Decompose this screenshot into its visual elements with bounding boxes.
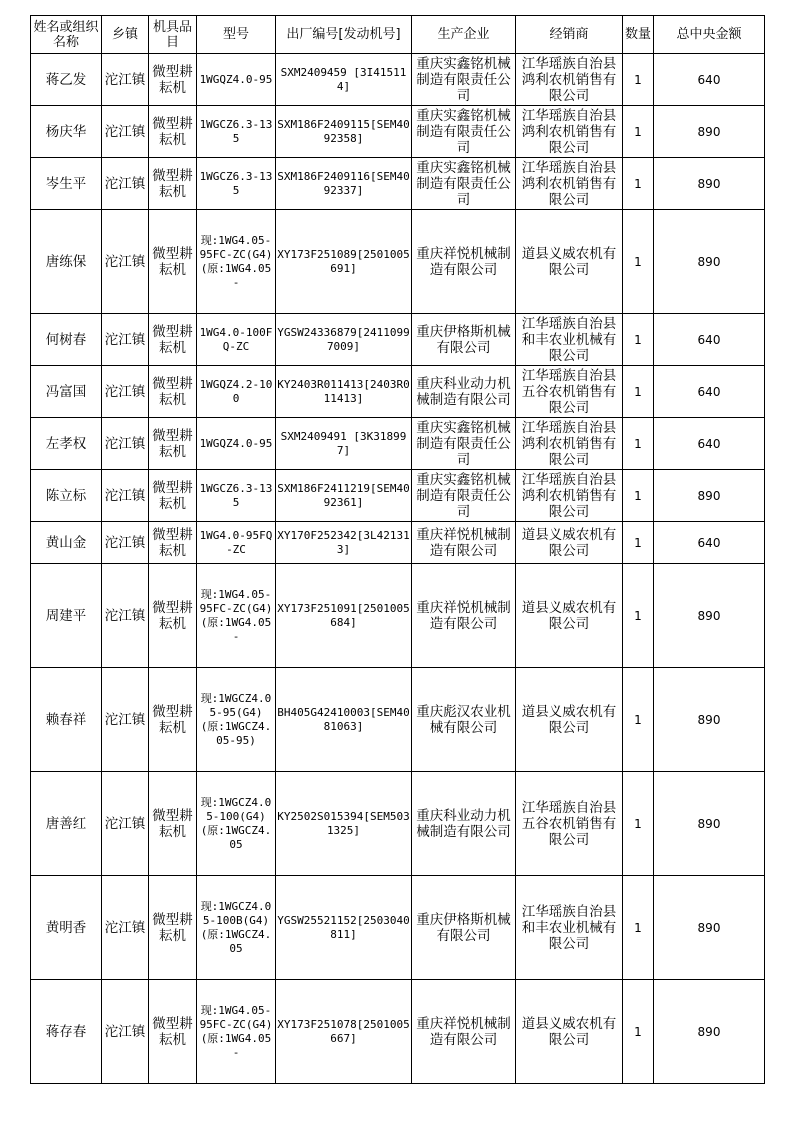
- table-row: [31, 564, 765, 668]
- cell-amount-text: 640: [697, 384, 721, 399]
- cell-serial-text: XY173F251078[2501005667]: [277, 1017, 410, 1045]
- cell-serial-text: YGSW24336879[24110997009]: [277, 325, 410, 353]
- cell-item: [149, 522, 197, 564]
- cell-name-text: 黄山金: [45, 534, 87, 551]
- cell-item-text: 微型耕耘机: [152, 599, 193, 632]
- cell-amount: [654, 564, 765, 668]
- cell-town: [102, 106, 149, 158]
- cell-name: [31, 772, 102, 876]
- cell-model-text: 现:1WGCZ4.05-100B(G4)(原:1WGCZ4.05: [200, 899, 272, 955]
- cell-dealer: [516, 980, 623, 1084]
- cell-qty: [623, 668, 654, 772]
- cell-name-text: 唐善红: [45, 815, 87, 832]
- cell-model: [197, 418, 276, 470]
- cell-item-text: 微型耕耘机: [152, 63, 193, 96]
- cell-town: [102, 772, 149, 876]
- cell-serial: [276, 876, 412, 980]
- cell-amount-text: 890: [697, 608, 721, 623]
- cell-model: [197, 876, 276, 980]
- cell-amount: [654, 106, 765, 158]
- cell-qty: [623, 564, 654, 668]
- cell-town: [102, 564, 149, 668]
- cell-name-text: 左孝权: [45, 435, 87, 452]
- table-row: [31, 158, 765, 210]
- cell-town-text: 沱江镇: [104, 815, 146, 832]
- table-row: [31, 106, 765, 158]
- cell-item: [149, 158, 197, 210]
- cell-qty: [623, 210, 654, 314]
- cell-maker: [412, 54, 516, 106]
- cell-maker: [412, 876, 516, 980]
- cell-town: [102, 210, 149, 314]
- cell-amount-text: 890: [697, 124, 721, 139]
- cell-model: [197, 210, 276, 314]
- cell-amount: [654, 772, 765, 876]
- table-row: [31, 522, 765, 564]
- cell-name: [31, 522, 102, 564]
- cell-town-text: 沱江镇: [104, 123, 146, 140]
- cell-name-text: 赖春祥: [45, 711, 87, 728]
- table-row: [31, 470, 765, 522]
- cell-model-text: 1WGCZ6.3-135: [199, 481, 273, 509]
- cell-serial-text: SXM186F2409115[SEM4092358]: [277, 117, 410, 145]
- cell-dealer: [516, 210, 623, 314]
- cell-serial: [276, 980, 412, 1084]
- cell-town-text: 沱江镇: [104, 607, 146, 624]
- cell-amount: [654, 980, 765, 1084]
- cell-maker: [412, 980, 516, 1084]
- cell-town: [102, 314, 149, 366]
- cell-town-text: 沱江镇: [104, 711, 146, 728]
- cell-town-text: 沱江镇: [104, 71, 146, 88]
- cell-maker: [412, 772, 516, 876]
- cell-dealer: [516, 54, 623, 106]
- cell-serial: [276, 668, 412, 772]
- cell-item: [149, 668, 197, 772]
- column-header-serial: 出厂编号[发动机号]: [276, 16, 412, 54]
- cell-town: [102, 470, 149, 522]
- cell-item: [149, 772, 197, 876]
- column-header-dealer: 经销商: [516, 16, 623, 54]
- cell-maker-text: 重庆实鑫铭机械制造有限责任公司: [416, 471, 511, 520]
- cell-item-text: 微型耕耘机: [152, 479, 193, 512]
- cell-town: [102, 522, 149, 564]
- cell-maker-text: 重庆祥悦机械制造有限公司: [416, 526, 511, 559]
- cell-name: [31, 668, 102, 772]
- cell-item-text: 微型耕耘机: [152, 245, 193, 278]
- cell-item: [149, 54, 197, 106]
- cell-qty: [623, 772, 654, 876]
- cell-model: [197, 314, 276, 366]
- cell-maker-text: 重庆实鑫铭机械制造有限责任公司: [416, 55, 511, 104]
- cell-model-text: 1WGQZ4.0-95: [199, 72, 273, 86]
- subsidy-table: [30, 15, 765, 1084]
- table-row: [31, 876, 765, 980]
- cell-serial-text: SXM2409459 [3I415114]: [280, 65, 407, 93]
- cell-amount: [654, 366, 765, 418]
- cell-amount-text: 890: [697, 920, 721, 935]
- cell-dealer: [516, 106, 623, 158]
- cell-item: [149, 564, 197, 668]
- cell-dealer-text: 道县义威农机有限公司: [521, 245, 617, 278]
- cell-dealer-text: 道县义威农机有限公司: [521, 703, 617, 736]
- cell-serial: [276, 772, 412, 876]
- cell-item: [149, 106, 197, 158]
- cell-qty-text: 1: [634, 816, 642, 831]
- cell-item: [149, 470, 197, 522]
- cell-qty: [623, 876, 654, 980]
- cell-qty-text: 1: [634, 176, 642, 191]
- cell-model-text: 现:1WGCZ4.05-95(G4)(原:1WGCZ4.05-95): [200, 691, 272, 747]
- cell-town-text: 沱江镇: [104, 919, 146, 936]
- cell-serial-text: YGSW25521152[2503040811]: [277, 913, 410, 941]
- cell-dealer: [516, 772, 623, 876]
- cell-item: [149, 876, 197, 980]
- cell-town-text: 沱江镇: [104, 435, 146, 452]
- cell-qty-text: 1: [634, 712, 642, 727]
- cell-item: [149, 366, 197, 418]
- cell-model: [197, 772, 276, 876]
- cell-serial: [276, 210, 412, 314]
- cell-qty-text: 1: [634, 488, 642, 503]
- cell-maker: [412, 158, 516, 210]
- cell-amount-text: 640: [697, 436, 721, 451]
- cell-maker: [412, 106, 516, 158]
- cell-amount-text: 640: [697, 332, 721, 347]
- cell-name: [31, 210, 102, 314]
- cell-name: [31, 418, 102, 470]
- cell-dealer-text: 江华瑶族自治县鸿利农机销售有限公司: [521, 159, 617, 208]
- cell-model: [197, 668, 276, 772]
- cell-name: [31, 366, 102, 418]
- cell-maker: [412, 418, 516, 470]
- cell-maker-text: 重庆伊格斯机械有限公司: [416, 323, 511, 356]
- cell-item-text: 微型耕耘机: [152, 526, 193, 559]
- cell-amount: [654, 158, 765, 210]
- cell-name-text: 周建平: [45, 607, 87, 624]
- cell-amount: [654, 210, 765, 314]
- cell-serial: [276, 470, 412, 522]
- cell-qty: [623, 418, 654, 470]
- cell-maker-text: 重庆彪汉农业机械有限公司: [416, 703, 511, 736]
- cell-serial-text: SXM186F2409116[SEM4092337]: [277, 169, 410, 197]
- cell-amount-text: 890: [697, 816, 721, 831]
- cell-name-text: 何树春: [45, 331, 87, 348]
- cell-qty: [623, 314, 654, 366]
- cell-item: [149, 980, 197, 1084]
- table-row: [31, 772, 765, 876]
- cell-model-text: 1WGCZ6.3-135: [199, 169, 273, 197]
- cell-model-text: 现:1WG4.05-95FC-ZC(G4)(原:1WG4.05-: [199, 1003, 273, 1059]
- cell-dealer-text: 道县义威农机有限公司: [521, 599, 617, 632]
- cell-serial-text: XY173F251091[2501005684]: [277, 601, 410, 629]
- cell-serial: [276, 418, 412, 470]
- cell-qty: [623, 158, 654, 210]
- cell-name: [31, 470, 102, 522]
- cell-model-text: 1WGCZ6.3-135: [199, 117, 273, 145]
- cell-maker-text: 重庆实鑫铭机械制造有限责任公司: [416, 107, 511, 156]
- cell-name: [31, 158, 102, 210]
- cell-town: [102, 668, 149, 772]
- cell-town-text: 沱江镇: [104, 383, 146, 400]
- table-row: [31, 366, 765, 418]
- cell-serial: [276, 366, 412, 418]
- column-header-item: 机具品目: [149, 16, 197, 54]
- cell-item-text: 微型耕耘机: [152, 375, 193, 408]
- cell-model-text: 现:1WGCZ4.05-100(G4)(原:1WGCZ4.05: [200, 795, 272, 851]
- cell-serial: [276, 54, 412, 106]
- cell-dealer-text: 江华瑶族自治县五谷农机销售有限公司: [521, 367, 617, 416]
- cell-dealer: [516, 158, 623, 210]
- cell-model: [197, 106, 276, 158]
- cell-town-text: 沱江镇: [104, 253, 146, 270]
- cell-name: [31, 876, 102, 980]
- cell-name-text: 蒋乙发: [45, 71, 87, 88]
- cell-maker-text: 重庆祥悦机械制造有限公司: [416, 599, 511, 632]
- cell-town: [102, 876, 149, 980]
- cell-serial: [276, 564, 412, 668]
- cell-serial-text: SXM186F2411219[SEM4092361]: [277, 481, 410, 509]
- cell-name: [31, 54, 102, 106]
- cell-name-text: 冯富国: [45, 383, 87, 400]
- cell-model-text: 现:1WG4.05-95FC-ZC(G4)(原:1WG4.05-: [199, 233, 273, 289]
- cell-serial: [276, 106, 412, 158]
- column-header-maker: 生产企业: [412, 16, 516, 54]
- column-header-name: 姓名或组织名称: [31, 16, 102, 54]
- cell-maker-text: 重庆祥悦机械制造有限公司: [416, 1015, 511, 1048]
- cell-qty-text: 1: [634, 535, 642, 550]
- cell-maker: [412, 470, 516, 522]
- cell-maker-text: 重庆科业动力机械制造有限公司: [416, 375, 511, 408]
- cell-name: [31, 106, 102, 158]
- cell-qty: [623, 366, 654, 418]
- cell-town-text: 沱江镇: [104, 175, 146, 192]
- cell-town-text: 沱江镇: [104, 1023, 146, 1040]
- cell-amount: [654, 54, 765, 106]
- cell-model-text: 1WGQZ4.2-100: [199, 377, 273, 405]
- cell-qty: [623, 54, 654, 106]
- cell-town: [102, 418, 149, 470]
- cell-qty-text: 1: [634, 920, 642, 935]
- cell-qty-text: 1: [634, 332, 642, 347]
- cell-dealer-text: 江华瑶族自治县鸿利农机销售有限公司: [521, 55, 617, 104]
- cell-item-text: 微型耕耘机: [152, 703, 193, 736]
- cell-amount-text: 890: [697, 254, 721, 269]
- cell-amount-text: 890: [697, 488, 721, 503]
- cell-qty-text: 1: [634, 1024, 642, 1039]
- cell-model: [197, 366, 276, 418]
- cell-name: [31, 980, 102, 1084]
- cell-item-text: 微型耕耘机: [152, 427, 193, 460]
- cell-item-text: 微型耕耘机: [152, 1015, 193, 1048]
- cell-item: [149, 418, 197, 470]
- cell-name: [31, 564, 102, 668]
- cell-town-text: 沱江镇: [104, 534, 146, 551]
- cell-amount: [654, 876, 765, 980]
- table-row: [31, 314, 765, 366]
- cell-maker: [412, 522, 516, 564]
- cell-item-text: 微型耕耘机: [152, 323, 193, 356]
- cell-town: [102, 158, 149, 210]
- cell-item-text: 微型耕耘机: [152, 167, 193, 200]
- table-row: [31, 210, 765, 314]
- cell-dealer-text: 江华瑶族自治县五谷农机销售有限公司: [521, 799, 617, 848]
- cell-dealer: [516, 418, 623, 470]
- cell-dealer: [516, 876, 623, 980]
- column-header-qty: 数量: [623, 16, 654, 54]
- cell-name-text: 唐练保: [45, 253, 87, 270]
- cell-model: [197, 158, 276, 210]
- cell-amount-text: 640: [697, 535, 721, 550]
- table-row: [31, 668, 765, 772]
- cell-town-text: 沱江镇: [104, 331, 146, 348]
- cell-amount: [654, 522, 765, 564]
- cell-name: [31, 314, 102, 366]
- cell-item-text: 微型耕耘机: [152, 115, 193, 148]
- cell-town-text: 沱江镇: [104, 487, 146, 504]
- table-body: [31, 54, 765, 1084]
- cell-town: [102, 980, 149, 1084]
- cell-maker-text: 重庆科业动力机械制造有限公司: [416, 807, 511, 840]
- cell-serial: [276, 158, 412, 210]
- cell-dealer: [516, 366, 623, 418]
- cell-qty-text: 1: [634, 436, 642, 451]
- cell-model: [197, 564, 276, 668]
- cell-amount-text: 890: [697, 176, 721, 191]
- column-header-town: 乡镇: [102, 16, 149, 54]
- cell-dealer: [516, 668, 623, 772]
- cell-serial-text: KY2403R011413[2403R011413]: [277, 377, 410, 405]
- cell-model-text: 1WGQZ4.0-95: [199, 436, 273, 450]
- cell-dealer: [516, 314, 623, 366]
- cell-dealer-text: 道县义威农机有限公司: [521, 526, 617, 559]
- cell-model: [197, 54, 276, 106]
- cell-maker-text: 重庆实鑫铭机械制造有限责任公司: [416, 419, 511, 468]
- cell-amount: [654, 668, 765, 772]
- cell-maker: [412, 564, 516, 668]
- cell-qty: [623, 522, 654, 564]
- cell-serial-text: XY173F251089[2501005691]: [277, 247, 410, 275]
- cell-dealer: [516, 470, 623, 522]
- cell-maker: [412, 668, 516, 772]
- cell-maker: [412, 210, 516, 314]
- cell-model: [197, 522, 276, 564]
- cell-qty-text: 1: [634, 124, 642, 139]
- cell-maker: [412, 314, 516, 366]
- table-row: [31, 418, 765, 470]
- cell-item-text: 微型耕耘机: [152, 911, 193, 944]
- cell-serial: [276, 522, 412, 564]
- cell-serial-text: SXM2409491 [3K318997]: [280, 429, 407, 457]
- table-row: [31, 54, 765, 106]
- column-header-amount: 总中央金额: [654, 16, 765, 54]
- cell-amount: [654, 314, 765, 366]
- cell-name-text: 蒋存春: [45, 1023, 87, 1040]
- cell-amount-text: 890: [697, 712, 721, 727]
- cell-dealer-text: 江华瑶族自治县鸿利农机销售有限公司: [521, 107, 617, 156]
- cell-name-text: 杨庆华: [45, 123, 87, 140]
- cell-maker-text: 重庆实鑫铭机械制造有限责任公司: [416, 159, 511, 208]
- cell-dealer: [516, 522, 623, 564]
- cell-model: [197, 980, 276, 1084]
- cell-qty-text: 1: [634, 72, 642, 87]
- table-row: [31, 980, 765, 1084]
- cell-model-text: 1WG4.0-100FQ-ZC: [199, 325, 273, 353]
- cell-serial-text: BH405G42410003[SEM4081063]: [277, 705, 410, 733]
- cell-serial-text: KY2502S015394[SEM5031325]: [277, 809, 410, 837]
- cell-item: [149, 314, 197, 366]
- cell-qty-text: 1: [634, 608, 642, 623]
- cell-amount: [654, 470, 765, 522]
- table-header-row: [31, 16, 765, 54]
- cell-model-text: 现:1WG4.05-95FC-ZC(G4)(原:1WG4.05-: [199, 587, 273, 643]
- cell-qty: [623, 106, 654, 158]
- cell-dealer-text: 江华瑶族自治县和丰农业机械有限公司: [521, 315, 617, 364]
- cell-dealer-text: 江华瑶族自治县鸿利农机销售有限公司: [521, 419, 617, 468]
- cell-dealer: [516, 564, 623, 668]
- cell-maker-text: 重庆祥悦机械制造有限公司: [416, 245, 511, 278]
- cell-name-text: 陈立标: [45, 487, 87, 504]
- cell-model: [197, 470, 276, 522]
- cell-qty: [623, 980, 654, 1084]
- cell-model-text: 1WG4.0-95FQ-ZC: [199, 528, 273, 556]
- cell-dealer-text: 江华瑶族自治县和丰农业机械有限公司: [521, 903, 617, 952]
- cell-qty-text: 1: [634, 384, 642, 399]
- cell-qty: [623, 470, 654, 522]
- cell-town: [102, 54, 149, 106]
- column-header-model: 型号: [197, 16, 276, 54]
- cell-name-text: 黄明香: [45, 919, 87, 936]
- cell-amount: [654, 418, 765, 470]
- cell-item: [149, 210, 197, 314]
- cell-town: [102, 366, 149, 418]
- cell-amount-text: 640: [697, 72, 721, 87]
- cell-dealer-text: 江华瑶族自治县鸿利农机销售有限公司: [521, 471, 617, 520]
- cell-amount-text: 890: [697, 1024, 721, 1039]
- cell-maker-text: 重庆伊格斯机械有限公司: [416, 911, 511, 944]
- cell-qty-text: 1: [634, 254, 642, 269]
- cell-serial-text: XY170F252342[3L421313]: [277, 528, 410, 556]
- cell-dealer-text: 道县义威农机有限公司: [521, 1015, 617, 1048]
- cell-item-text: 微型耕耘机: [152, 807, 193, 840]
- cell-name-text: 岑生平: [45, 175, 87, 192]
- cell-maker: [412, 366, 516, 418]
- cell-serial: [276, 314, 412, 366]
